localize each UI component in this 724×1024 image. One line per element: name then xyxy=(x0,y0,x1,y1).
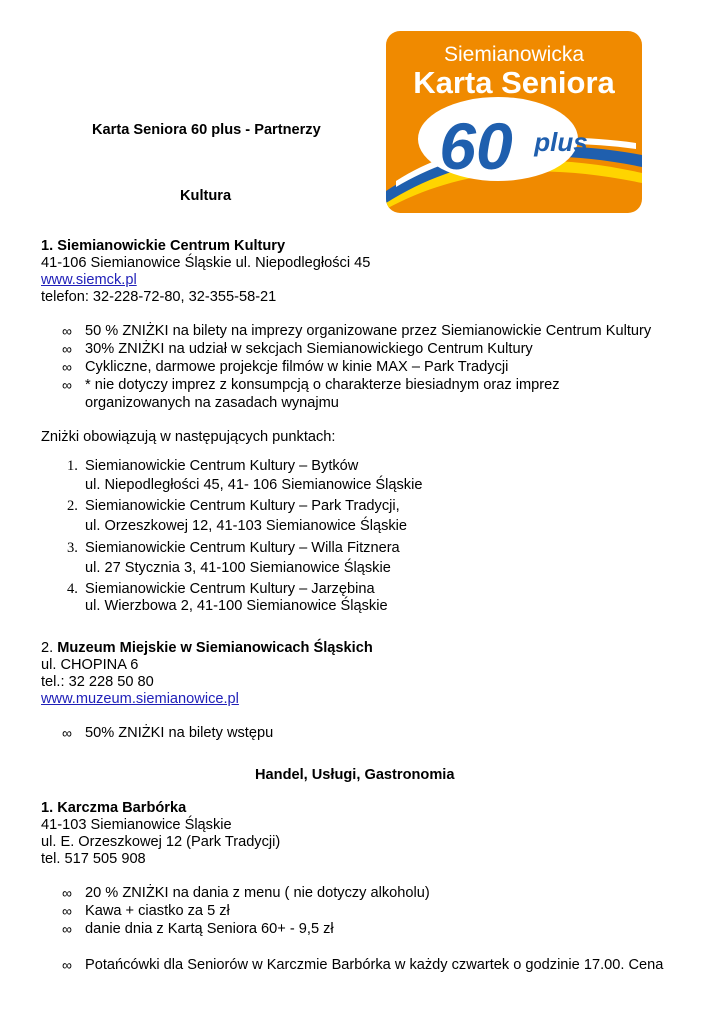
bullet-text: 50 % ZNIŻKI na bilety na imprezy organizowane przez Siemianowickie Centrum Kultury xyxy=(85,323,652,339)
entry-url-link[interactable]: www.siemck.pl xyxy=(41,272,137,288)
point-line1: Siemianowickie Centrum Kultury – Jarzębina xyxy=(85,581,375,597)
point-line1: Siemianowickie Centrum Kultury – Willa Fitznera xyxy=(85,540,400,556)
logo-graphic xyxy=(386,31,642,213)
bullet-icon: ∞ xyxy=(62,725,72,741)
bullet-text: Potańcówki dla Seniorów w Karczmie Barbórka w każdy czwartek o godzinie 17.00. Cena xyxy=(85,957,664,973)
entry-address: 41-106 Siemianowice Śląskie ul. Niepodległości 45 xyxy=(41,255,371,271)
bullet-text: 30% ZNIŻKI na udział w sekcjach Siemianowickiego Centrum Kultury xyxy=(85,341,533,357)
bullet-text: danie dnia z Kartą Seniora 60+ - 9,5 zł xyxy=(85,921,334,937)
entry-phone: telefon: 32-228-72-80, 32-355-58-21 xyxy=(41,289,277,305)
bullet-icon: ∞ xyxy=(62,377,72,393)
bullet-icon: ∞ xyxy=(62,885,72,901)
entry-name: 1. Siemianowickie Centrum Kultury xyxy=(41,238,286,254)
logo-number: 60 xyxy=(439,109,513,183)
entry-city: 41-103 Siemianowice Śląskie xyxy=(41,817,232,833)
section-heading-kultura: Kultura xyxy=(180,188,232,204)
entry-street: ul. E. Orzeszkowej 12 (Park Tradycji) xyxy=(41,834,281,850)
bullet-icon: ∞ xyxy=(62,359,72,375)
page-title: Karta Seniora 60 plus - Partnerzy xyxy=(92,122,321,138)
entry-url-link[interactable]: www.muzeum.siemianowice.pl xyxy=(41,691,239,707)
list-number: 3. xyxy=(67,540,78,556)
bullet-icon: ∞ xyxy=(62,957,72,973)
section-heading-handel: Handel, Usługi, Gastronomia xyxy=(255,767,455,783)
list-number: 2. xyxy=(67,498,78,514)
entry-name: 1. Karczma Barbórka xyxy=(41,800,187,816)
logo-line2: Karta Seniora xyxy=(413,65,615,100)
logo-line1: Siemianowicka xyxy=(443,43,585,66)
entry-number: 2. xyxy=(41,640,54,656)
bullet-icon: ∞ xyxy=(62,323,72,339)
point-line2: ul. 27 Stycznia 3, 41-100 Siemianowice Śląskie xyxy=(85,560,391,576)
point-line2: ul. Orzeszkowej 12, 41-103 Siemianowice Śląskie xyxy=(85,518,408,534)
point-line2: ul. Wierzbowa 2, 41-100 Siemianowice Śląskie xyxy=(85,598,388,614)
entry-heading xyxy=(41,640,373,657)
bullet-text: 50% ZNIŻKI na bilety wstępu xyxy=(85,725,274,741)
karta-seniora-logo xyxy=(386,31,642,213)
point-line2: ul. Niepodległości 45, 41- 106 Siemianowice Śląskie xyxy=(85,477,423,493)
logo-suffix: plus xyxy=(534,127,588,157)
bullet-text: 20 % ZNIŻKI na dania z menu ( nie dotyczy alkoholu) xyxy=(85,885,430,901)
bullet-text: Kawa + ciastko za 5 zł xyxy=(85,903,230,919)
entry-name: Muzeum Miejskie w Siemianowicach Śląskich xyxy=(57,640,373,656)
point-line1: Siemianowickie Centrum Kultury – Bytków xyxy=(85,458,359,474)
list-number: 4. xyxy=(67,581,78,597)
points-intro: Zniżki obowiązują w następujących punktach: xyxy=(41,429,336,445)
bullet-icon: ∞ xyxy=(62,903,72,919)
entry-phone: tel. 517 505 908 xyxy=(41,851,146,867)
bullet-text: Cykliczne, darmowe projekcje filmów w kinie MAX – Park Tradycji xyxy=(85,359,509,375)
point-line1: Siemianowickie Centrum Kultury – Park Tradycji, xyxy=(85,498,400,514)
entry-street: ul. CHOPINA 6 xyxy=(41,657,139,673)
bullet-icon: ∞ xyxy=(62,921,72,937)
bullet-icon: ∞ xyxy=(62,341,72,357)
entry-phone: tel.: 32 228 50 80 xyxy=(41,674,154,690)
list-number: 1. xyxy=(67,458,78,474)
bullet-text-continuation: organizowanych na zasadach wynajmu xyxy=(85,395,339,411)
bullet-text: * nie dotyczy imprez z konsumpcją o charakterze biesiadnym oraz imprez xyxy=(85,377,560,393)
